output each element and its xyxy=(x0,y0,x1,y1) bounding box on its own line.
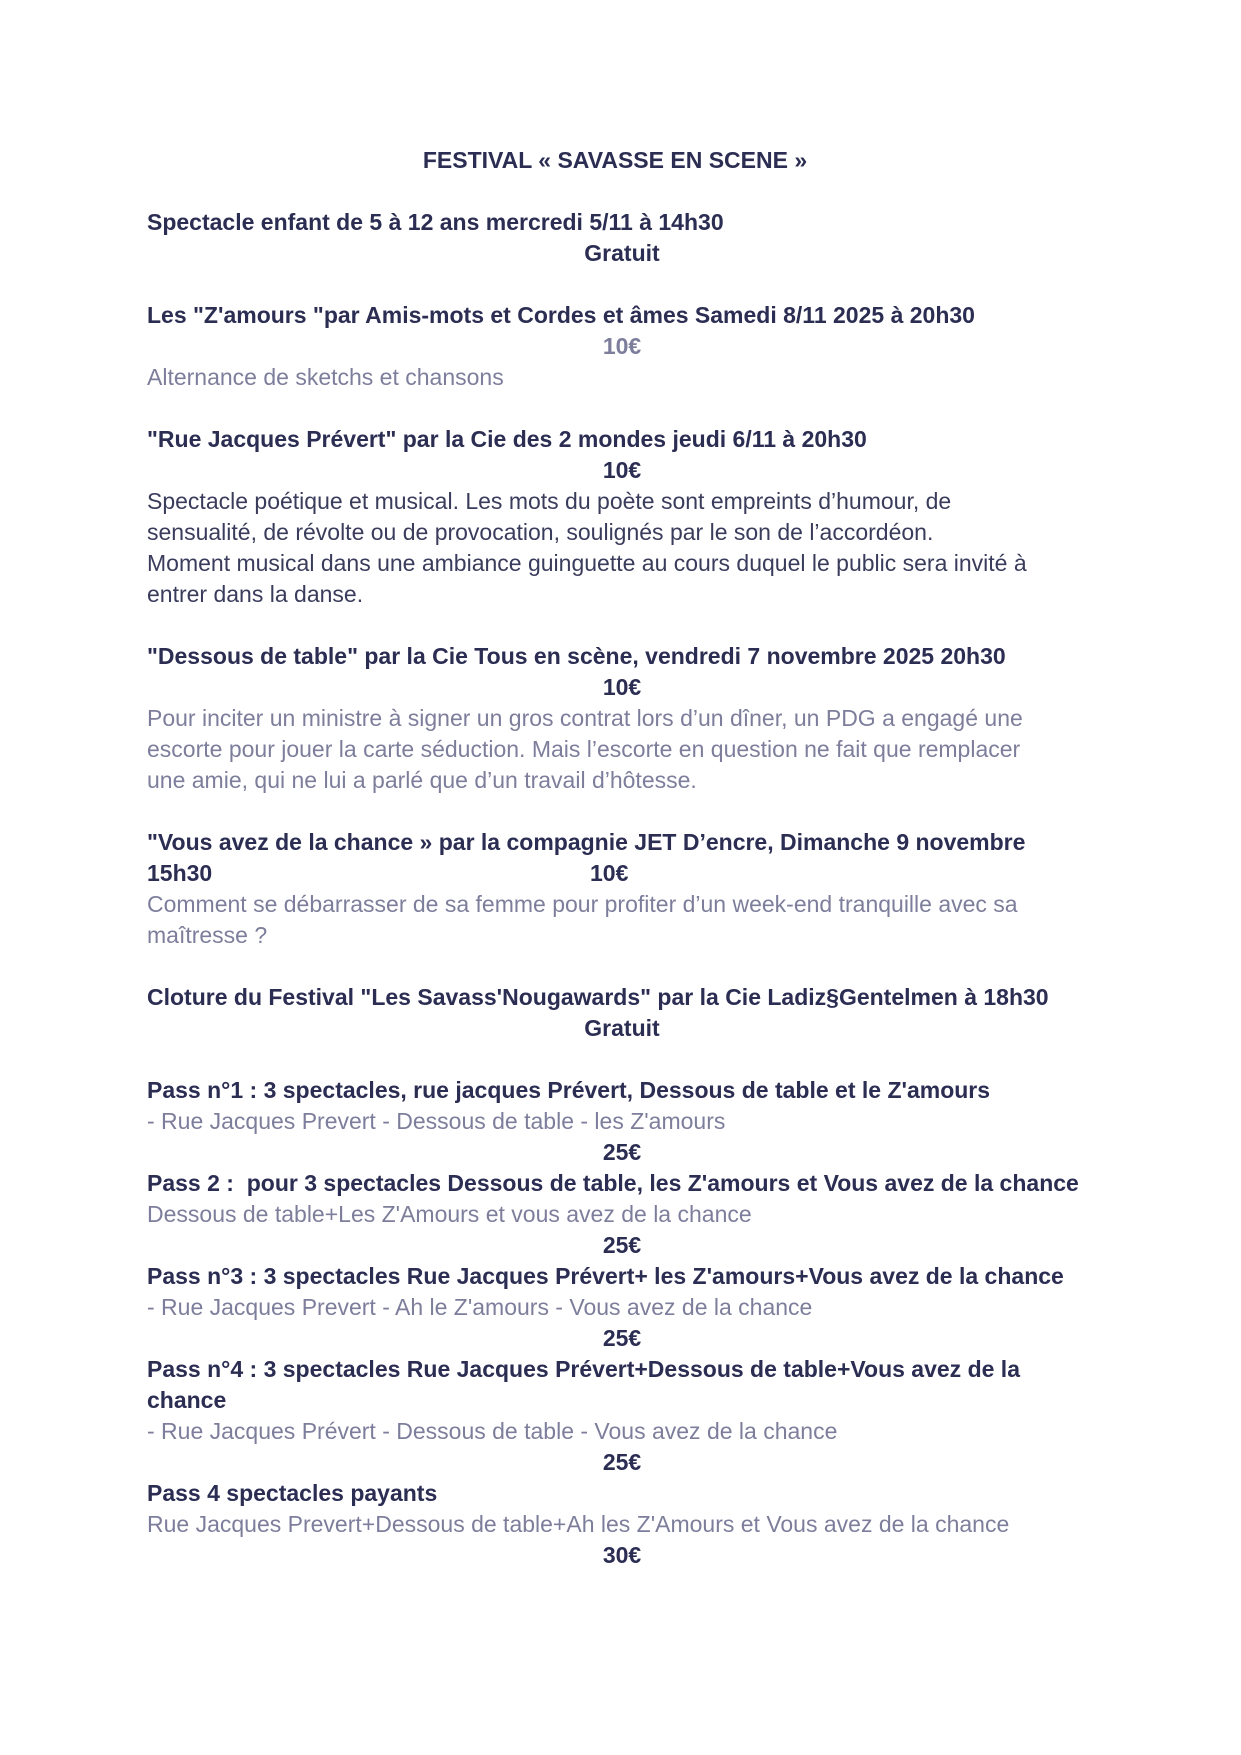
event-heading: Cloture du Festival "Les Savass'Nougawards" par la Cie Ladiz§Gentelmen à 18h30 xyxy=(147,984,1049,1010)
pass-detail: - Rue Jacques Prévert - Dessous de table - Vous avez de la chance xyxy=(147,1418,838,1444)
pass-heading: Pass n°4 : 3 spectacles Rue Jacques Prévert+Dessous de table+Vous avez de la xyxy=(147,1356,1020,1382)
event-description-line: sensualité, de révolte ou de provocation, soulignés par le son de l’accordéon. xyxy=(147,519,934,545)
pass-heading: Pass 2 : pour 3 spectacles Dessous de table, les Z'amours et Vous avez de la chance xyxy=(147,1170,1079,1196)
event-description-line: Pour inciter un ministre à signer un gros contrat lors d’un dîner, un PDG a engagé une xyxy=(147,705,1023,731)
event-description-line: Comment se débarrasser de sa femme pour profiter d’un week-end tranquille avec sa xyxy=(147,891,1018,917)
pass-detail: - Rue Jacques Prevert - Dessous de table - les Z'amours xyxy=(147,1108,726,1134)
event-description-line: entrer dans la danse. xyxy=(147,581,364,607)
event-description-line: Spectacle poétique et musical. Les mots du poète sont empreints d’humour, de xyxy=(147,488,952,514)
event-description-line: maîtresse ? xyxy=(147,922,268,948)
document-body xyxy=(147,145,1097,1571)
pass-heading: Pass n°3 : 3 spectacles Rue Jacques Prévert+ les Z'amours+Vous avez de la chance xyxy=(147,1263,1064,1289)
pass-heading-continued: chance xyxy=(147,1387,227,1413)
pass-detail: Dessous de table+Les Z'Amours et vous avez de la chance xyxy=(147,1201,752,1227)
event-price: 10€ xyxy=(590,860,629,886)
pass-price: 25€ xyxy=(602,1139,642,1165)
pass-detail: Rue Jacques Prevert+Dessous de table+Ah les Z'Amours et Vous avez de la chance xyxy=(147,1511,1010,1537)
event-description: Alternance de sketchs et chansons xyxy=(147,364,504,390)
event-price: 10€ xyxy=(602,457,642,483)
event-price: Gratuit xyxy=(584,1015,660,1041)
event-time: 15h30 xyxy=(147,860,213,886)
event-heading: "Vous avez de la chance » par la compagnie JET D’encre, Dimanche 9 novembre xyxy=(147,829,1026,855)
pass-price: 25€ xyxy=(602,1232,642,1258)
event-heading: "Rue Jacques Prévert" par la Cie des 2 mondes jeudi 6/11 à 20h30 xyxy=(147,426,867,452)
event-price: Gratuit xyxy=(584,240,660,266)
event-heading-continued xyxy=(147,858,1097,889)
event-heading: Les "Z'amours "par Amis-mots et Cordes et âmes Samedi 8/11 2025 à 20h30 xyxy=(147,302,975,328)
pass-heading: Pass n°1 : 3 spectacles, rue jacques Prévert, Dessous de table et le Z'amours xyxy=(147,1077,991,1103)
pass-price: 25€ xyxy=(602,1449,642,1475)
event-price: 10€ xyxy=(602,674,642,700)
pass-detail: - Rue Jacques Prevert - Ah le Z'amours - Vous avez de la chance xyxy=(147,1294,813,1320)
pass-heading: Pass 4 spectacles payants xyxy=(147,1480,438,1506)
event-description-line: une amie, qui ne lui a parlé que d’un travail d’hôtesse. xyxy=(147,767,697,793)
event-heading: "Dessous de table" par la Cie Tous en scène, vendredi 7 novembre 2025 20h30 xyxy=(147,643,1006,669)
event-price: 10€ xyxy=(602,333,642,359)
event-heading: Spectacle enfant de 5 à 12 ans mercredi 5/11 à 14h30 xyxy=(147,209,724,235)
event-description-line: escorte pour jouer la carte séduction. Mais l’escorte en question ne fait que remplacer xyxy=(147,736,1021,762)
page-title: FESTIVAL « SAVASSE EN SCENE » xyxy=(422,147,808,173)
event-description-line: Moment musical dans une ambiance guinguette au cours duquel le public sera invité à xyxy=(147,550,1027,576)
pass-price: 30€ xyxy=(602,1542,642,1568)
pass-price: 25€ xyxy=(602,1325,642,1351)
